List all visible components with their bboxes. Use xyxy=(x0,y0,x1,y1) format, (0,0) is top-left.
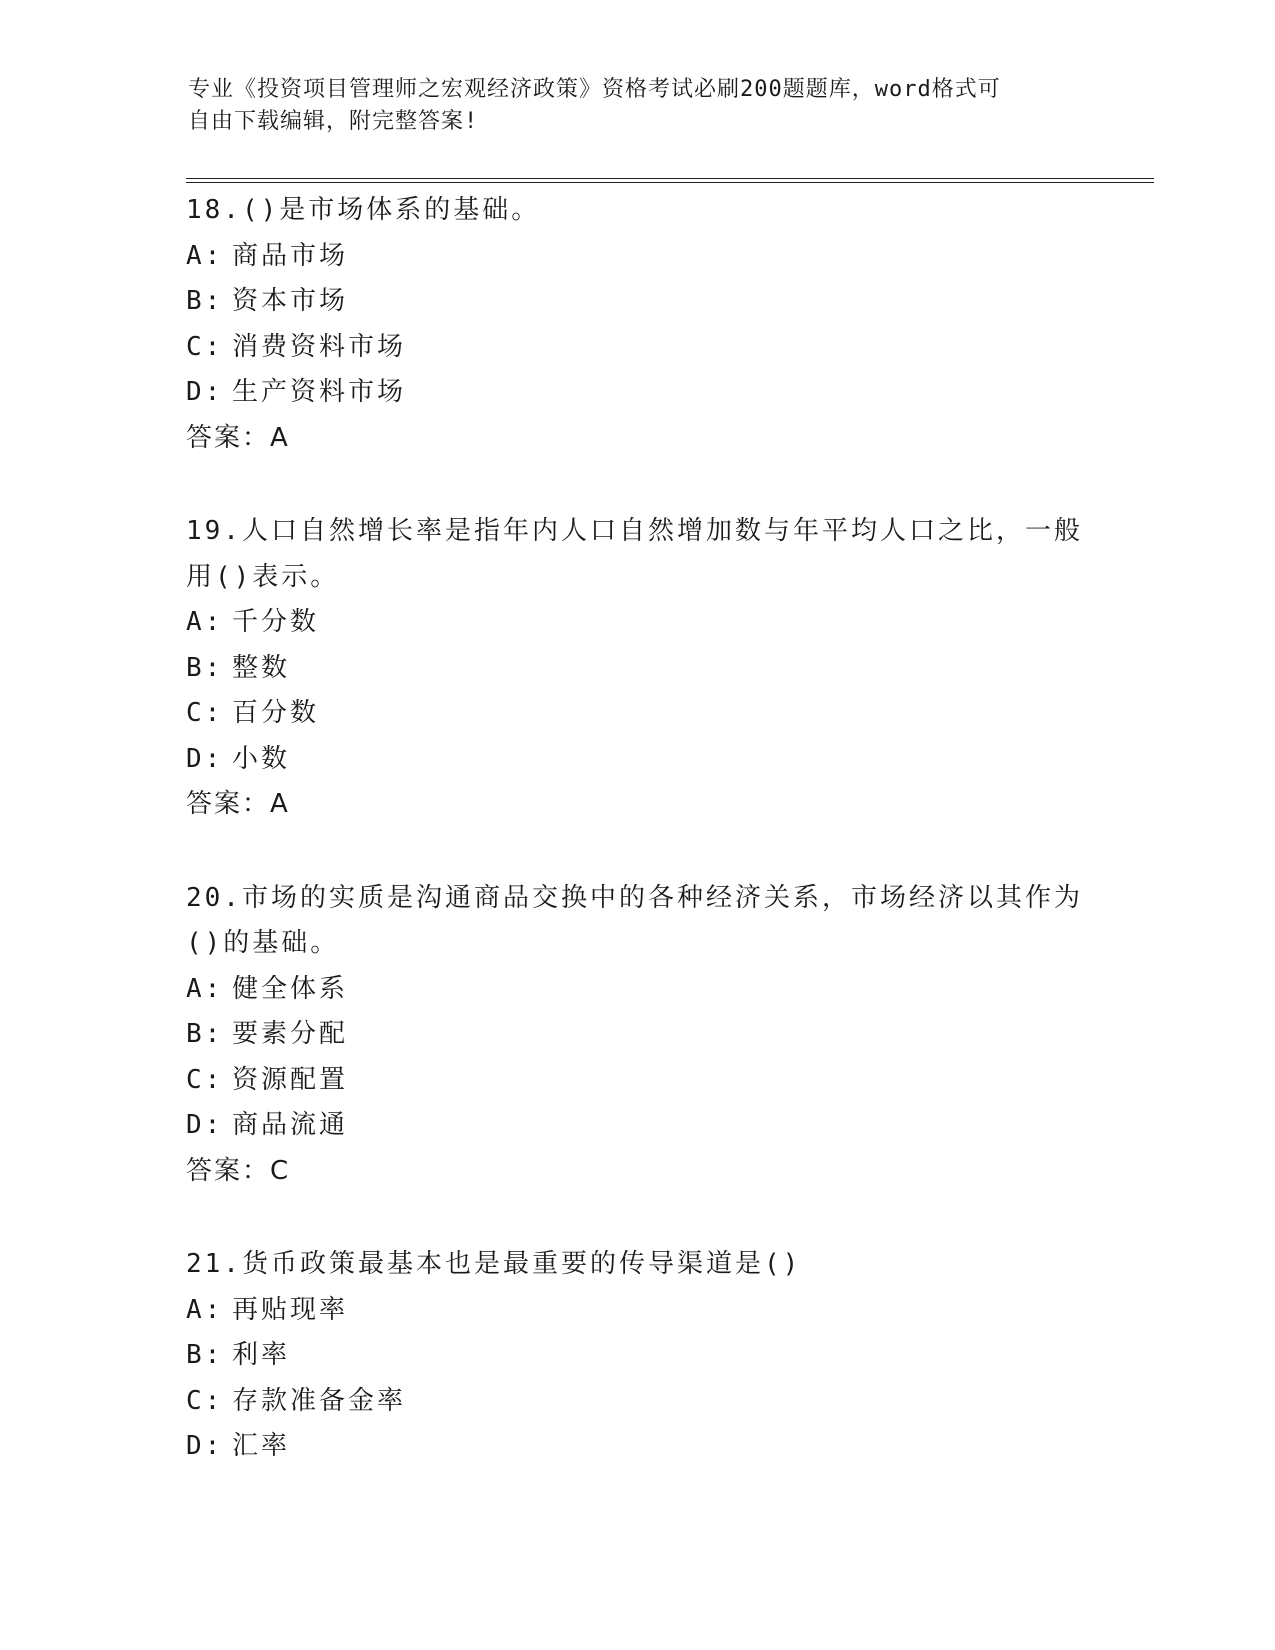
document-header xyxy=(188,74,1088,138)
answer-option xyxy=(186,1379,1086,1425)
header-line-1: 专业《投资项目管理师之宏观经济政策》资格考试必刷200题题库，word格式可 xyxy=(188,77,1001,102)
option-text: 汇率 xyxy=(232,1431,291,1461)
option-letter: B: xyxy=(186,652,224,683)
option-text: 商品流通 xyxy=(232,1110,349,1140)
option-text: 再贴现率 xyxy=(232,1294,349,1325)
answer-key: 答案：A xyxy=(186,789,290,819)
answer-option xyxy=(186,1012,1086,1058)
option-letter: B: xyxy=(186,1019,224,1049)
question-block xyxy=(186,188,1086,461)
question-stem: 用()表示。 xyxy=(186,561,340,592)
option-text: 整数 xyxy=(232,652,291,683)
answer-option xyxy=(186,967,1086,1013)
option-letter: C: xyxy=(186,698,224,728)
answer-option xyxy=(186,1288,1086,1334)
option-letter: D: xyxy=(186,1110,224,1140)
answer-option xyxy=(186,646,1086,692)
option-letter: A: xyxy=(186,973,224,1004)
answer-option xyxy=(186,1103,1086,1149)
answer-option xyxy=(186,325,1086,371)
question-list xyxy=(186,188,1086,1518)
answer-option xyxy=(186,1333,1086,1379)
option-text: 百分数 xyxy=(232,698,320,728)
option-text: 商品市场 xyxy=(232,240,349,271)
question-stem: ()的基础。 xyxy=(186,928,340,958)
answer-option xyxy=(186,600,1086,646)
answer-option xyxy=(186,1424,1086,1470)
option-text: 资源配置 xyxy=(232,1064,349,1095)
option-text: 小数 xyxy=(232,743,291,774)
option-text: 利率 xyxy=(232,1340,291,1370)
question-block xyxy=(186,509,1086,828)
answer-option xyxy=(186,691,1086,737)
option-text: 要素分配 xyxy=(232,1019,349,1049)
option-letter: C: xyxy=(186,1385,224,1416)
option-letter: A: xyxy=(186,1294,224,1325)
answer-key: 答案：C xyxy=(186,1155,291,1186)
question-stem: 20.市场的实质是沟通商品交换中的各种经济关系，市场经济以其作为 xyxy=(186,882,1083,913)
answer-option xyxy=(186,279,1086,325)
question-stem: 19.人口自然增长率是指年内人口自然增加数与年平均人口之比，一般 xyxy=(186,516,1083,546)
option-letter: B: xyxy=(186,1340,224,1370)
option-letter: D: xyxy=(186,377,224,407)
option-letter: D: xyxy=(186,1431,224,1461)
option-letter: A: xyxy=(186,240,224,271)
answer-option xyxy=(186,1058,1086,1104)
question-stem: 18.()是市场体系的基础。 xyxy=(186,195,541,225)
option-text: 健全体系 xyxy=(232,973,349,1004)
question-block xyxy=(186,876,1086,1195)
header-divider xyxy=(186,178,1154,183)
question-block xyxy=(186,1242,1086,1470)
option-letter: A: xyxy=(186,607,224,637)
answer-option xyxy=(186,234,1086,280)
option-text: 千分数 xyxy=(232,607,320,637)
header-line-2: 自由下载编辑，附完整答案! xyxy=(188,109,479,134)
option-text: 生产资料市场 xyxy=(232,377,407,407)
option-letter: C: xyxy=(186,331,224,362)
option-letter: C: xyxy=(186,1064,224,1095)
option-letter: D: xyxy=(186,743,224,774)
answer-key: 答案：A xyxy=(186,422,290,453)
answer-option xyxy=(186,737,1086,783)
option-letter: B: xyxy=(186,286,224,316)
answer-option xyxy=(186,370,1086,416)
option-text: 存款准备金率 xyxy=(232,1385,407,1416)
option-text: 消费资料市场 xyxy=(232,331,407,362)
option-text: 资本市场 xyxy=(232,286,349,316)
question-stem: 21.货币政策最基本也是最重要的传导渠道是() xyxy=(186,1249,802,1279)
